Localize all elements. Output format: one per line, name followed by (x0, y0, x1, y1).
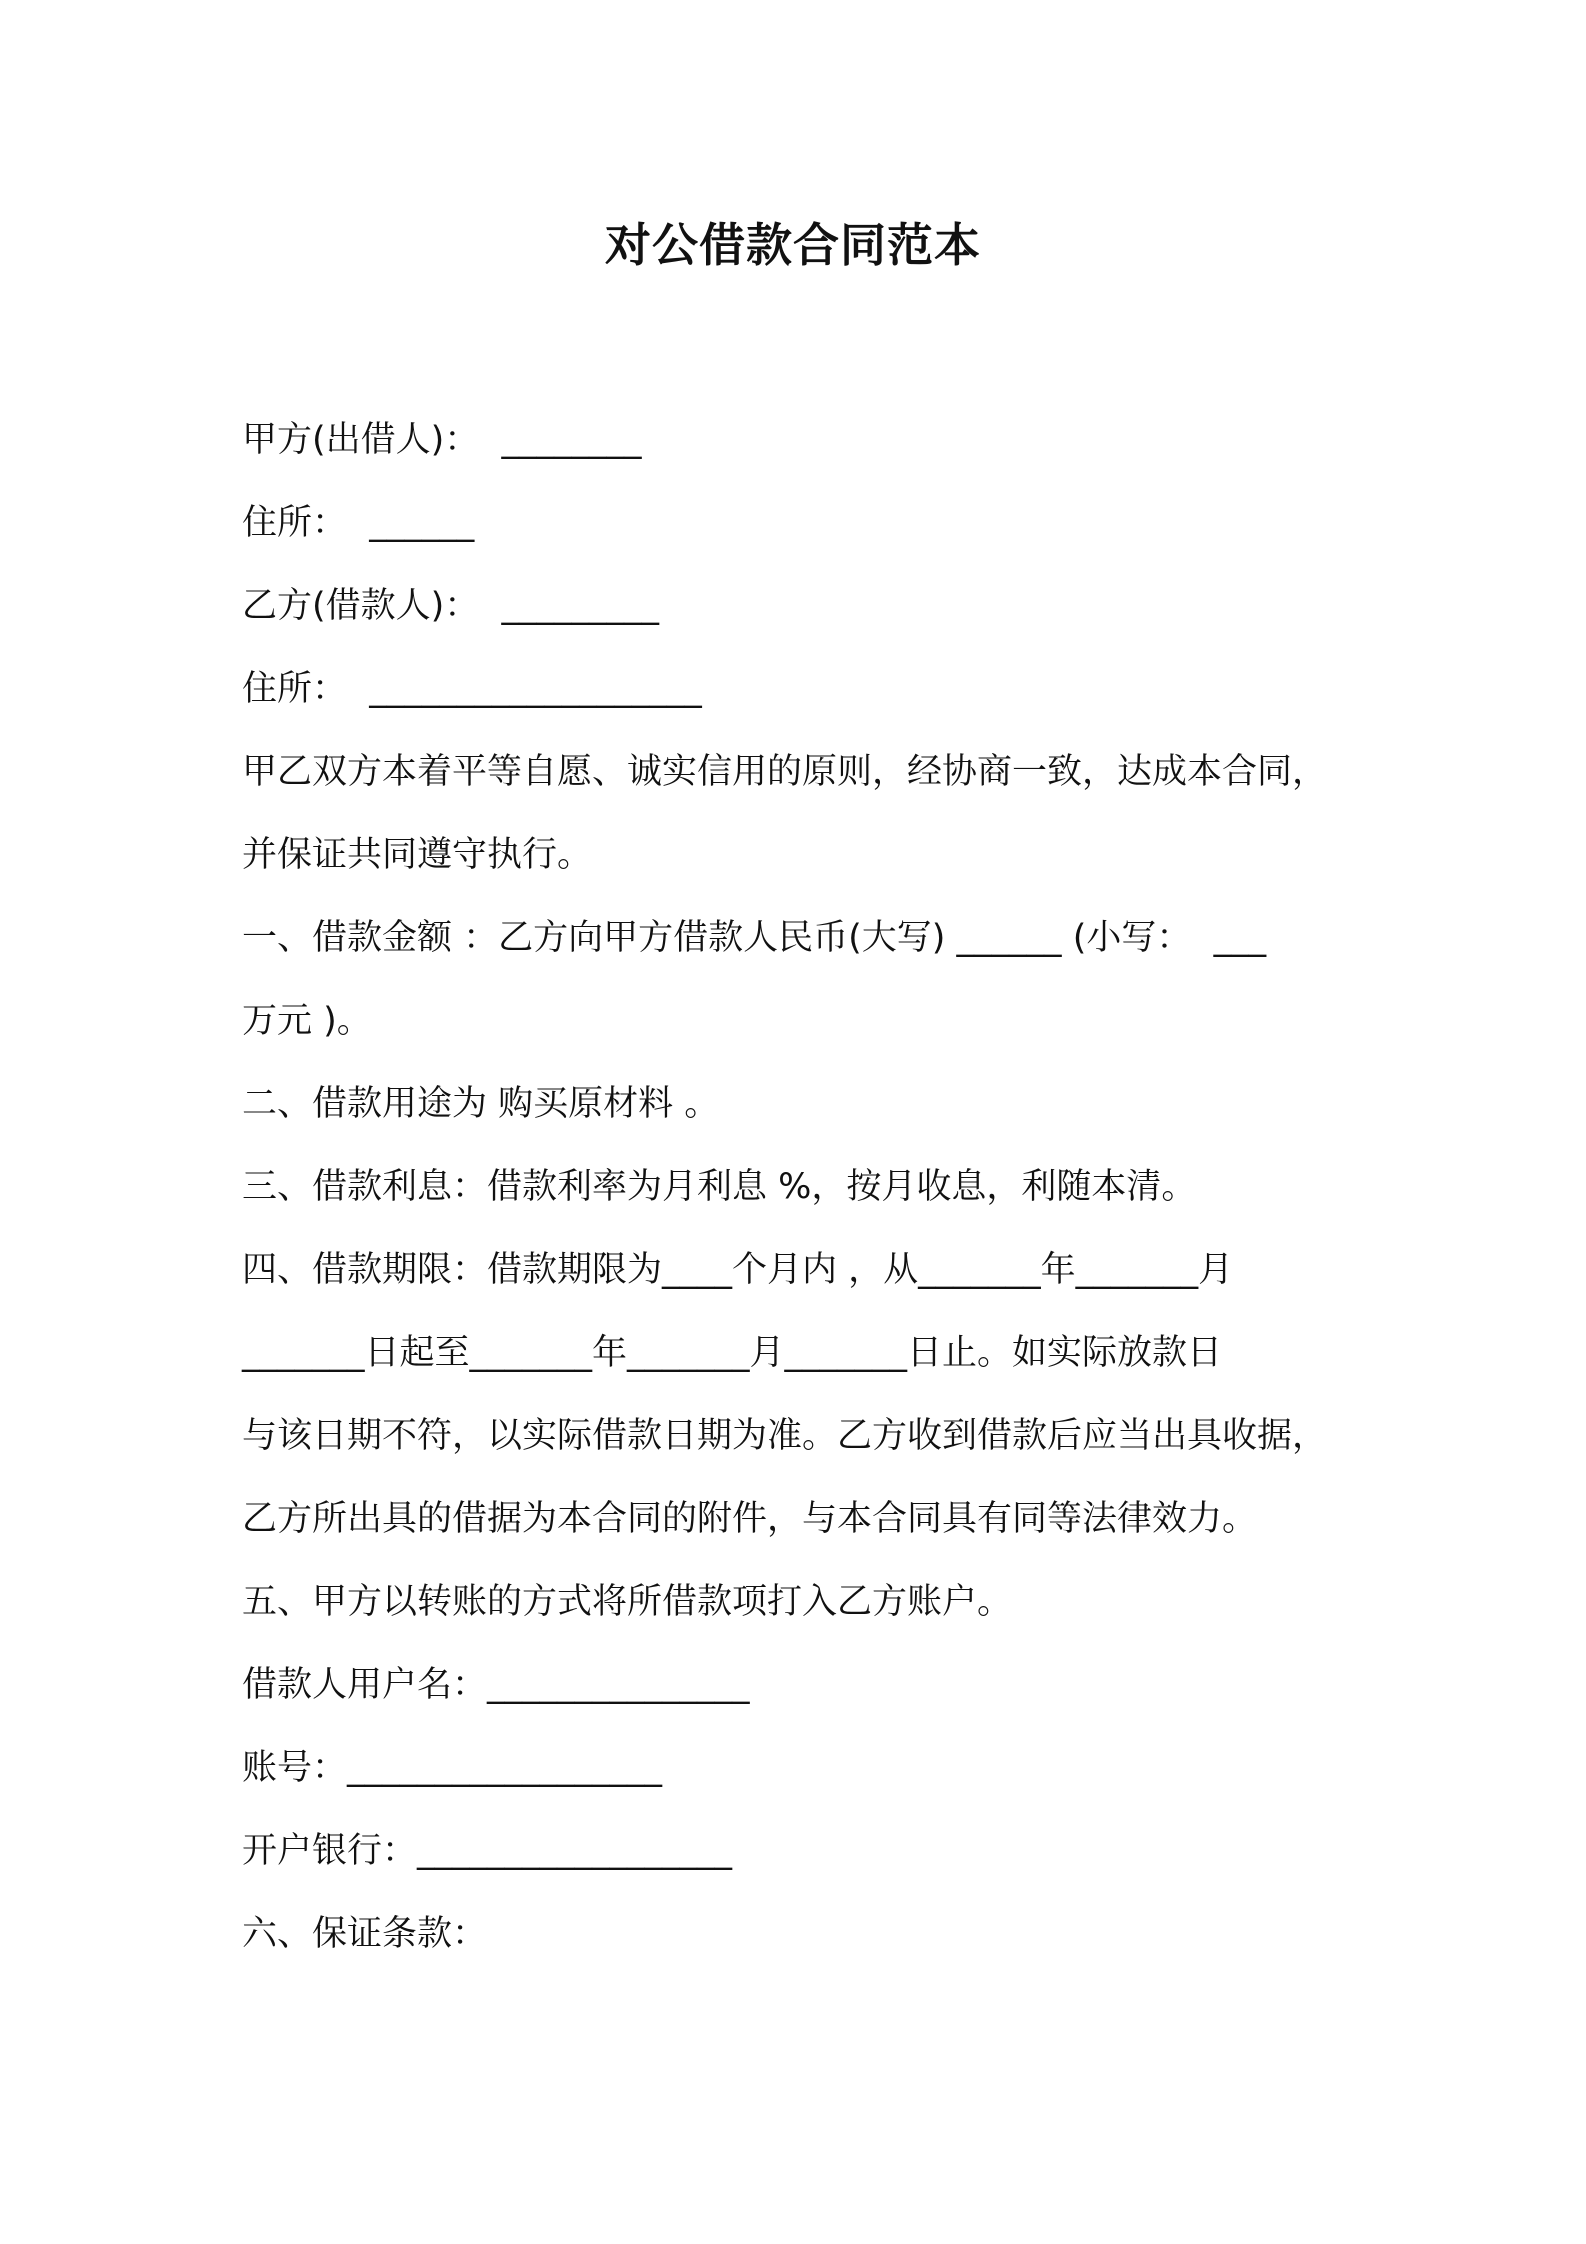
party-b-address-line: 住所： ___________________ (242, 669, 702, 709)
party-a-line: 甲方(出借人)： ________ (242, 420, 642, 460)
preamble-line-2: 并保证共同遵守执行。 (242, 835, 593, 875)
clause-4-line-3: 与该日期不符，以实际借款日期为准。乙方收到借款后应当出具收据， (242, 1416, 1328, 1456)
clause-4-line-1: 四、借款期限：借款期限为____个月内 ，从_______年_______月 (242, 1250, 1234, 1290)
document-title: 对公借款合同范本 (605, 218, 981, 272)
clause-4-line-2: _______日起至_______年_______月_______日止。如实际放款日 (242, 1333, 1223, 1373)
clause-1-line-1: 一、借款金额 ：乙方向甲方借款人民币(大写) ______ (小写： ___ (242, 918, 1267, 958)
preamble-line-1: 甲乙双方本着平等自愿、诚实信用的原则，经协商一致，达成本合同， (242, 752, 1328, 792)
party-b-line: 乙方(借款人)： _________ (242, 586, 660, 626)
account-name-line: 借款人用户名：_______________ (242, 1665, 750, 1705)
clause-3-line: 三、借款利息：借款利率为月利息 %，按月收息，利随本清。 (242, 1167, 1197, 1207)
account-number-line: 账号：__________________ (242, 1748, 663, 1788)
clause-5-line: 五、甲方以转账的方式将所借款项打入乙方账户。 (242, 1582, 1013, 1622)
bank-line: 开户银行：__________________ (242, 1831, 733, 1871)
clause-2-line: 二、借款用途为 购买原材料 。 (242, 1084, 720, 1124)
party-a-address-line: 住所： ______ (242, 503, 475, 543)
clause-4-line-4: 乙方所出具的借据为本合同的附件，与本合同具有同等法律效力。 (242, 1499, 1258, 1539)
clause-6-heading: 六、保证条款： (242, 1914, 488, 1954)
clause-1-line-2: 万元 )。 (242, 1001, 372, 1041)
